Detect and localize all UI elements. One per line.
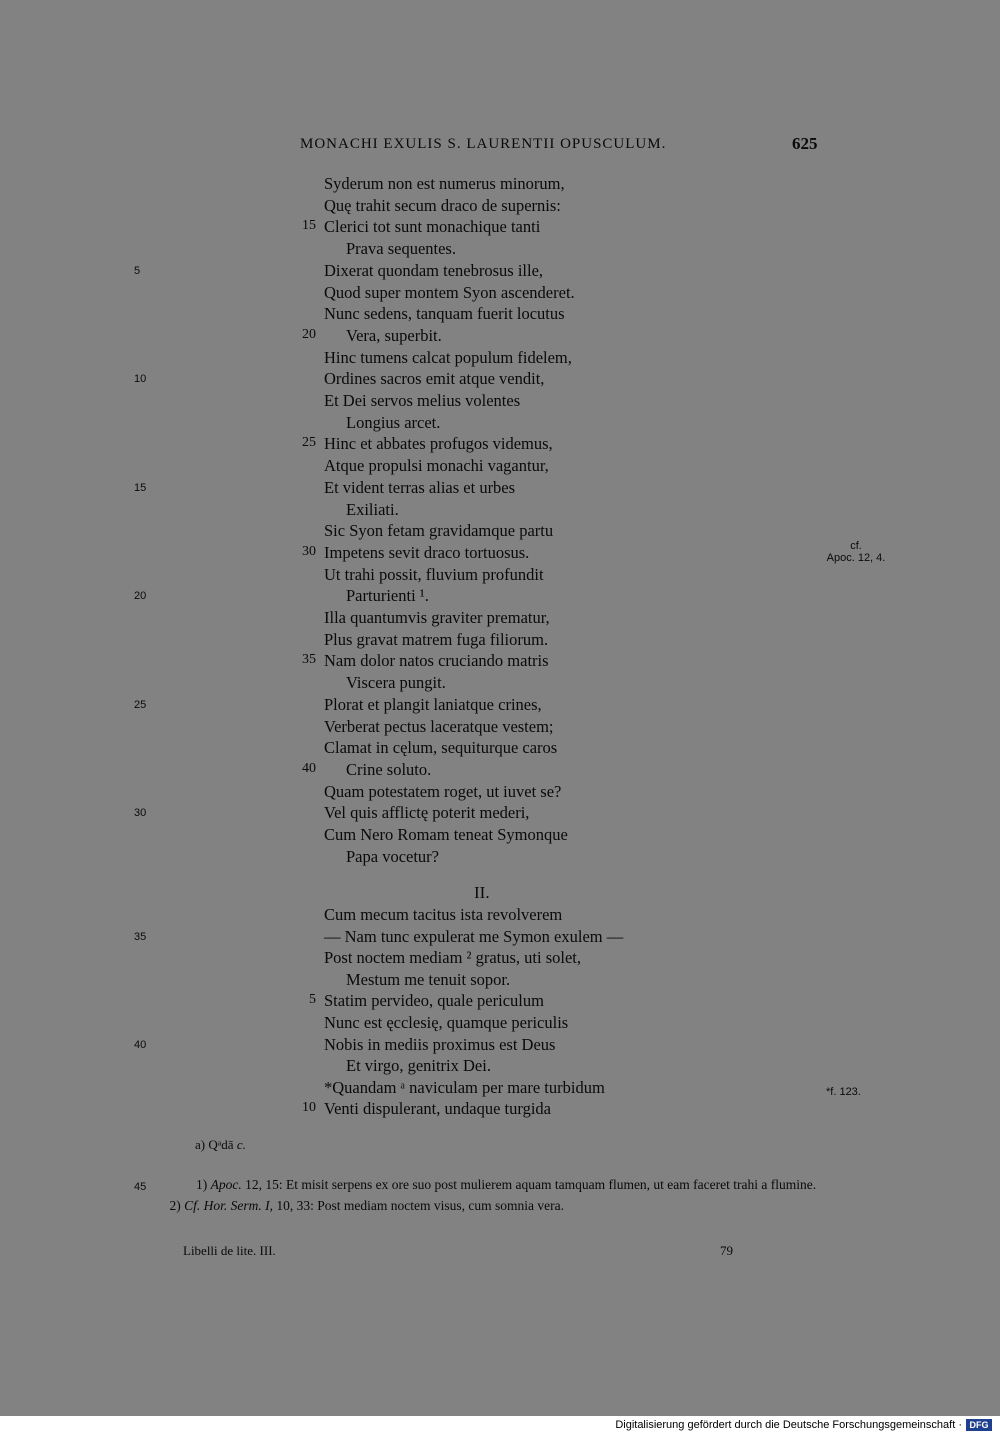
verse-line: Ut trahi possit, fluvium profundit — [324, 564, 544, 584]
verse-line: Atque propulsi monachi vagantur, — [324, 456, 549, 476]
verse-number: 40 — [302, 760, 316, 776]
outer-line-number: 30 — [134, 807, 147, 820]
outer-line-number: 35 — [134, 930, 147, 943]
verse-line: Nobis in mediis proximus est Deus — [324, 1034, 556, 1054]
verse-line: Prava sequentes. — [346, 239, 456, 259]
funding-credit: Digitalisierung gefördert durch die Deutsche Forschungsgemeinschaft · — [615, 1419, 962, 1431]
signature-right: 79 — [720, 1243, 733, 1258]
verse-line: Vera, superbit. — [346, 325, 442, 345]
verse-line: Syderum non est numerus minorum, — [324, 174, 565, 193]
verse-line: Post noctem mediam ² gratus, uti solet, — [324, 948, 581, 968]
verse-line: Clamat in cęlum, sequiturque caros — [324, 738, 558, 758]
side-note-apoc: Apoc. 12, 4. — [826, 552, 886, 564]
page-number: 625 — [792, 134, 818, 153]
verse-line: Et vident terras alias et urbes — [324, 477, 516, 497]
verse-number: 20 — [302, 326, 316, 342]
running-title: MONACHI EXULIS S. LAURENTII OPUSCULUM. — [300, 136, 667, 152]
verse-line: Plorat et plangit laniatque crines, — [324, 694, 542, 714]
verse-line: Plus gravat matrem fuga filiorum. — [324, 629, 549, 649]
verse-line: Cum Nero Romam teneat Symonque — [324, 825, 568, 844]
verse-line: Quę trahit secum draco de supernis: — [324, 195, 561, 215]
verse-line: Exiliati. — [346, 499, 399, 519]
outer-line-number: 15 — [134, 481, 147, 494]
verse-line: Mestum me tenuit sopor. — [346, 969, 511, 989]
signature-left: Libelli de lite. III. — [183, 1243, 276, 1258]
side-note-folio: *f. 123. — [826, 1086, 861, 1098]
verse-line: Quam potestatem roget, ut iuvet se? — [324, 781, 562, 801]
verse-number: 30 — [302, 543, 316, 559]
apparatus-note: a) Qᵃdā c. — [195, 1137, 246, 1152]
verse-line: Viscera pungit. — [346, 673, 446, 693]
outer-line-number: 40 — [134, 1038, 147, 1051]
verse-line: Venti dispulerant, undaque turgida — [324, 1099, 551, 1119]
side-note-cf: cf. Apoc. 12, 4. — [826, 540, 886, 564]
verse-line: Verberat pectus laceratque vestem; — [324, 716, 554, 736]
verse-number: 10 — [302, 1100, 316, 1116]
verse-line: Vel quis afflictę poterit mederi, — [324, 803, 530, 823]
section-heading: II. — [474, 883, 490, 902]
verse-line: Longius arcet. — [346, 412, 441, 432]
verse-line: *Quandam ᵃ naviculam per mare turbidum — [324, 1077, 605, 1097]
outer-line-number: 25 — [134, 698, 147, 711]
verse-number: 25 — [302, 435, 316, 451]
verse-line: Nam dolor natos cruciando matris — [324, 651, 549, 671]
outer-line-number: 45 — [134, 1181, 147, 1193]
verse-line: Crine soluto. — [346, 759, 432, 779]
verse-line: Nunc sedens, tanquam fuerit locutus — [324, 304, 565, 324]
verse-line: Et Dei servos melius volentes — [324, 391, 521, 410]
verse-line: Et virgo, genitrix Dei. — [346, 1056, 491, 1076]
verse-line: Dixerat quondam tenebrosus ille, — [324, 260, 544, 280]
verse-number: 5 — [309, 992, 316, 1008]
verse-line: Sic Syon fetam gravidamque partu — [324, 521, 554, 541]
outer-line-number: 10 — [134, 373, 147, 386]
verse-line: Quod super montem Syon ascenderet. — [324, 282, 575, 302]
verse-line: Statim pervideo, quale periculum — [324, 991, 544, 1011]
verse-line: Ordines sacros emit atque vendit, — [324, 369, 545, 389]
verse-number: 15 — [302, 218, 316, 234]
footer-bar — [0, 1416, 1000, 1434]
verse-number: 35 — [302, 652, 316, 668]
outer-line-number: 20 — [134, 590, 147, 603]
verse-line: Clerici tot sunt monachique tanti — [324, 217, 541, 237]
verse-line: Parturienti ¹. — [346, 586, 429, 606]
dfg-logo-icon: DFG — [966, 1419, 992, 1431]
footnotes: 1) Apoc. 12, 15: Et misit serpens ex ore suo post mulierem aquam tamquam flumen, ut eam faceret trahi a flumine. 2) Cf. Hor. Serm. I, 10, 33: Post mediam noctem visus, cum somnia vera. — [169, 1177, 817, 1213]
verse-line: — Nam tunc expulerat me Symon exulem — — [324, 926, 624, 946]
verse-line: Impetens sevit draco tortuosus. — [324, 542, 530, 562]
verse-line: Nunc est ęcclesię, quamque periculis — [324, 1013, 569, 1032]
verse-line: Hinc et abbates profugos videmus, — [324, 434, 553, 454]
outer-line-number: 5 — [134, 264, 141, 277]
verse-line: Illa quantumvis graviter prematur, — [324, 608, 550, 627]
verse-line: Hinc tumens calcat populum fidelem, — [324, 347, 572, 367]
verse-line: Cum mecum tacitus ista revolverem — [324, 905, 563, 924]
verse-line: Papa vocetur? — [346, 846, 439, 866]
